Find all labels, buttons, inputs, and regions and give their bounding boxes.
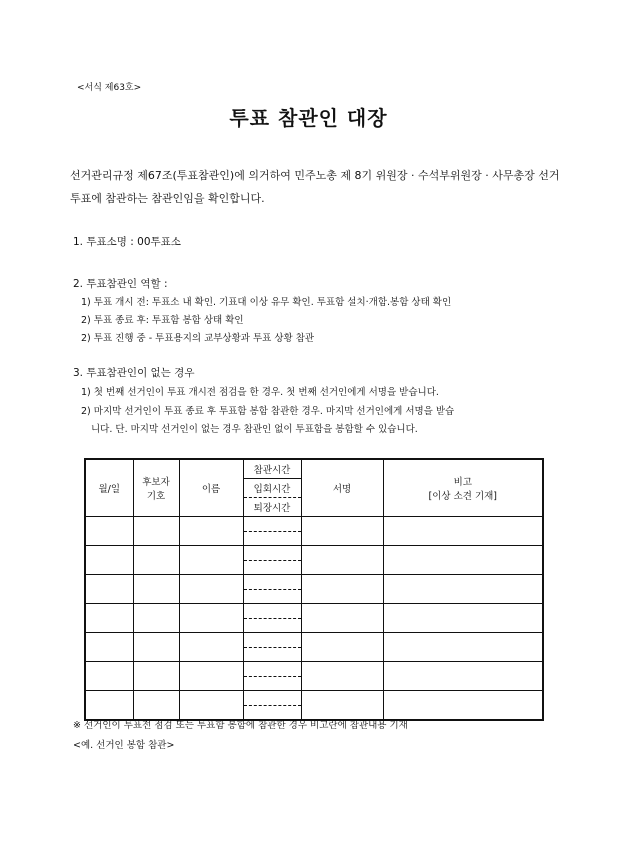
time-divider — [244, 705, 301, 706]
cell-remarks[interactable] — [383, 604, 543, 633]
cell-name[interactable] — [179, 546, 243, 575]
header-observation-time — [243, 459, 301, 517]
cell-time[interactable] — [243, 662, 301, 691]
cell-remarks[interactable] — [383, 546, 543, 575]
table-row — [85, 546, 543, 575]
cell-name[interactable] — [179, 633, 243, 662]
role-item: 2) 투표 진행 중 - 투표용지의 교부상황과 투표 상황 참관 — [81, 333, 315, 344]
cell-name[interactable] — [179, 604, 243, 633]
cell-time[interactable] — [243, 604, 301, 633]
cell-remarks[interactable] — [383, 517, 543, 546]
time-divider — [244, 676, 301, 677]
header-time-label: 참관시간 — [253, 465, 291, 476]
cell-signature[interactable] — [301, 604, 383, 633]
table-body — [85, 517, 543, 721]
example-note: <예. 선거인 봉함 참관> — [73, 740, 175, 751]
cell-symbol[interactable] — [133, 691, 179, 721]
time-divider — [244, 647, 301, 648]
section-polling-place: 1. 투표소명 : 00투표소 — [73, 236, 181, 248]
cell-signature[interactable] — [301, 546, 383, 575]
cell-date[interactable] — [85, 691, 133, 721]
header-candidate-label: 후보자 — [142, 477, 170, 488]
page-title: 투표 참관인 대장 — [229, 106, 388, 130]
time-divider — [244, 531, 301, 532]
header-candidate-symbol — [133, 459, 179, 517]
cell-time[interactable] — [243, 517, 301, 546]
cell-date[interactable] — [85, 546, 133, 575]
role-item: 1) 투표 개시 전: 투표소 내 확인. 기표대 이상 유무 확인. 투표함 설치·개함.봉함 상태 확인 — [81, 297, 452, 308]
table-row — [85, 633, 543, 662]
cell-remarks[interactable] — [383, 662, 543, 691]
cell-signature[interactable] — [301, 517, 383, 546]
cell-remarks[interactable] — [383, 633, 543, 662]
cell-symbol[interactable] — [133, 517, 179, 546]
absence-item: 2) 마지막 선거인이 투표 종료 후 투표함 봉함 참관한 경우. 마지막 선거인에게 서명을 받습 — [81, 406, 455, 417]
cell-signature[interactable] — [301, 662, 383, 691]
time-divider — [244, 589, 301, 590]
table-row — [85, 604, 543, 633]
observer-log-table — [84, 458, 544, 721]
table-row — [85, 517, 543, 546]
cell-name[interactable] — [179, 662, 243, 691]
cell-signature[interactable] — [301, 575, 383, 604]
cell-time[interactable] — [243, 546, 301, 575]
cell-date[interactable] — [85, 662, 133, 691]
cell-symbol[interactable] — [133, 575, 179, 604]
cell-date[interactable] — [85, 575, 133, 604]
table-row — [85, 662, 543, 691]
absence-item: 니다. 단. 마지막 선거인이 없는 경우 참관인 없이 투표함을 봉함할 수 있습니다. — [91, 424, 418, 435]
form-number: <서식 제63호> — [77, 83, 142, 93]
cell-date[interactable] — [85, 633, 133, 662]
time-divider — [244, 560, 301, 561]
cell-time[interactable] — [243, 633, 301, 662]
cell-time[interactable] — [243, 575, 301, 604]
time-divider — [244, 618, 301, 619]
cell-signature[interactable] — [301, 633, 383, 662]
cell-time[interactable] — [243, 691, 301, 721]
header-symbol-label: 기호 — [146, 491, 166, 502]
header-date: 월/일 — [85, 459, 133, 517]
header-signature: 서명 — [301, 459, 383, 517]
cell-name[interactable] — [179, 575, 243, 604]
table-header-row — [85, 459, 543, 517]
cell-name[interactable] — [179, 517, 243, 546]
footnote: ※ 선거인이 투표전 점검 또는 투표함 봉함에 참관한 경우 비고란에 참관내용 기재 — [73, 720, 408, 731]
header-time-out: 퇴장시간 — [253, 503, 291, 514]
cell-remarks[interactable] — [383, 575, 543, 604]
header-name: 이름 — [179, 459, 243, 517]
cell-symbol[interactable] — [133, 604, 179, 633]
cell-signature[interactable] — [301, 691, 383, 721]
section-absence-heading: 3. 투표참관인이 없는 경우 — [73, 367, 195, 379]
section-role-heading: 2. 투표참관인 역할 : — [73, 278, 168, 290]
cell-symbol[interactable] — [133, 633, 179, 662]
intro-paragraph: 선거관리규정 제67조(투표참관인)에 의거하여 민주노총 제 8기 위원장 · 수석부위원장 · 사무총장 선거 투표에 참관하는 참관인임을 확인합니다. — [70, 169, 560, 205]
cell-name[interactable] — [179, 691, 243, 721]
header-remarks — [383, 459, 543, 517]
cell-symbol[interactable] — [133, 546, 179, 575]
table-row — [85, 575, 543, 604]
header-time-in: 입회시간 — [244, 479, 301, 498]
cell-date[interactable] — [85, 517, 133, 546]
header-remarks-detail: [이상 소견 기재] — [428, 491, 497, 502]
cell-symbol[interactable] — [133, 662, 179, 691]
header-remarks-label: 비고 — [453, 477, 472, 488]
cell-remarks[interactable] — [383, 691, 543, 721]
table-row — [85, 691, 543, 721]
absence-item: 1) 첫 번째 선거인이 투표 개시전 점검을 한 경우. 첫 번째 선거인에게 서명을 받습니다. — [81, 387, 439, 398]
role-item: 2) 투표 종료 후: 투표함 봉함 상태 확인 — [81, 315, 244, 326]
cell-date[interactable] — [85, 604, 133, 633]
